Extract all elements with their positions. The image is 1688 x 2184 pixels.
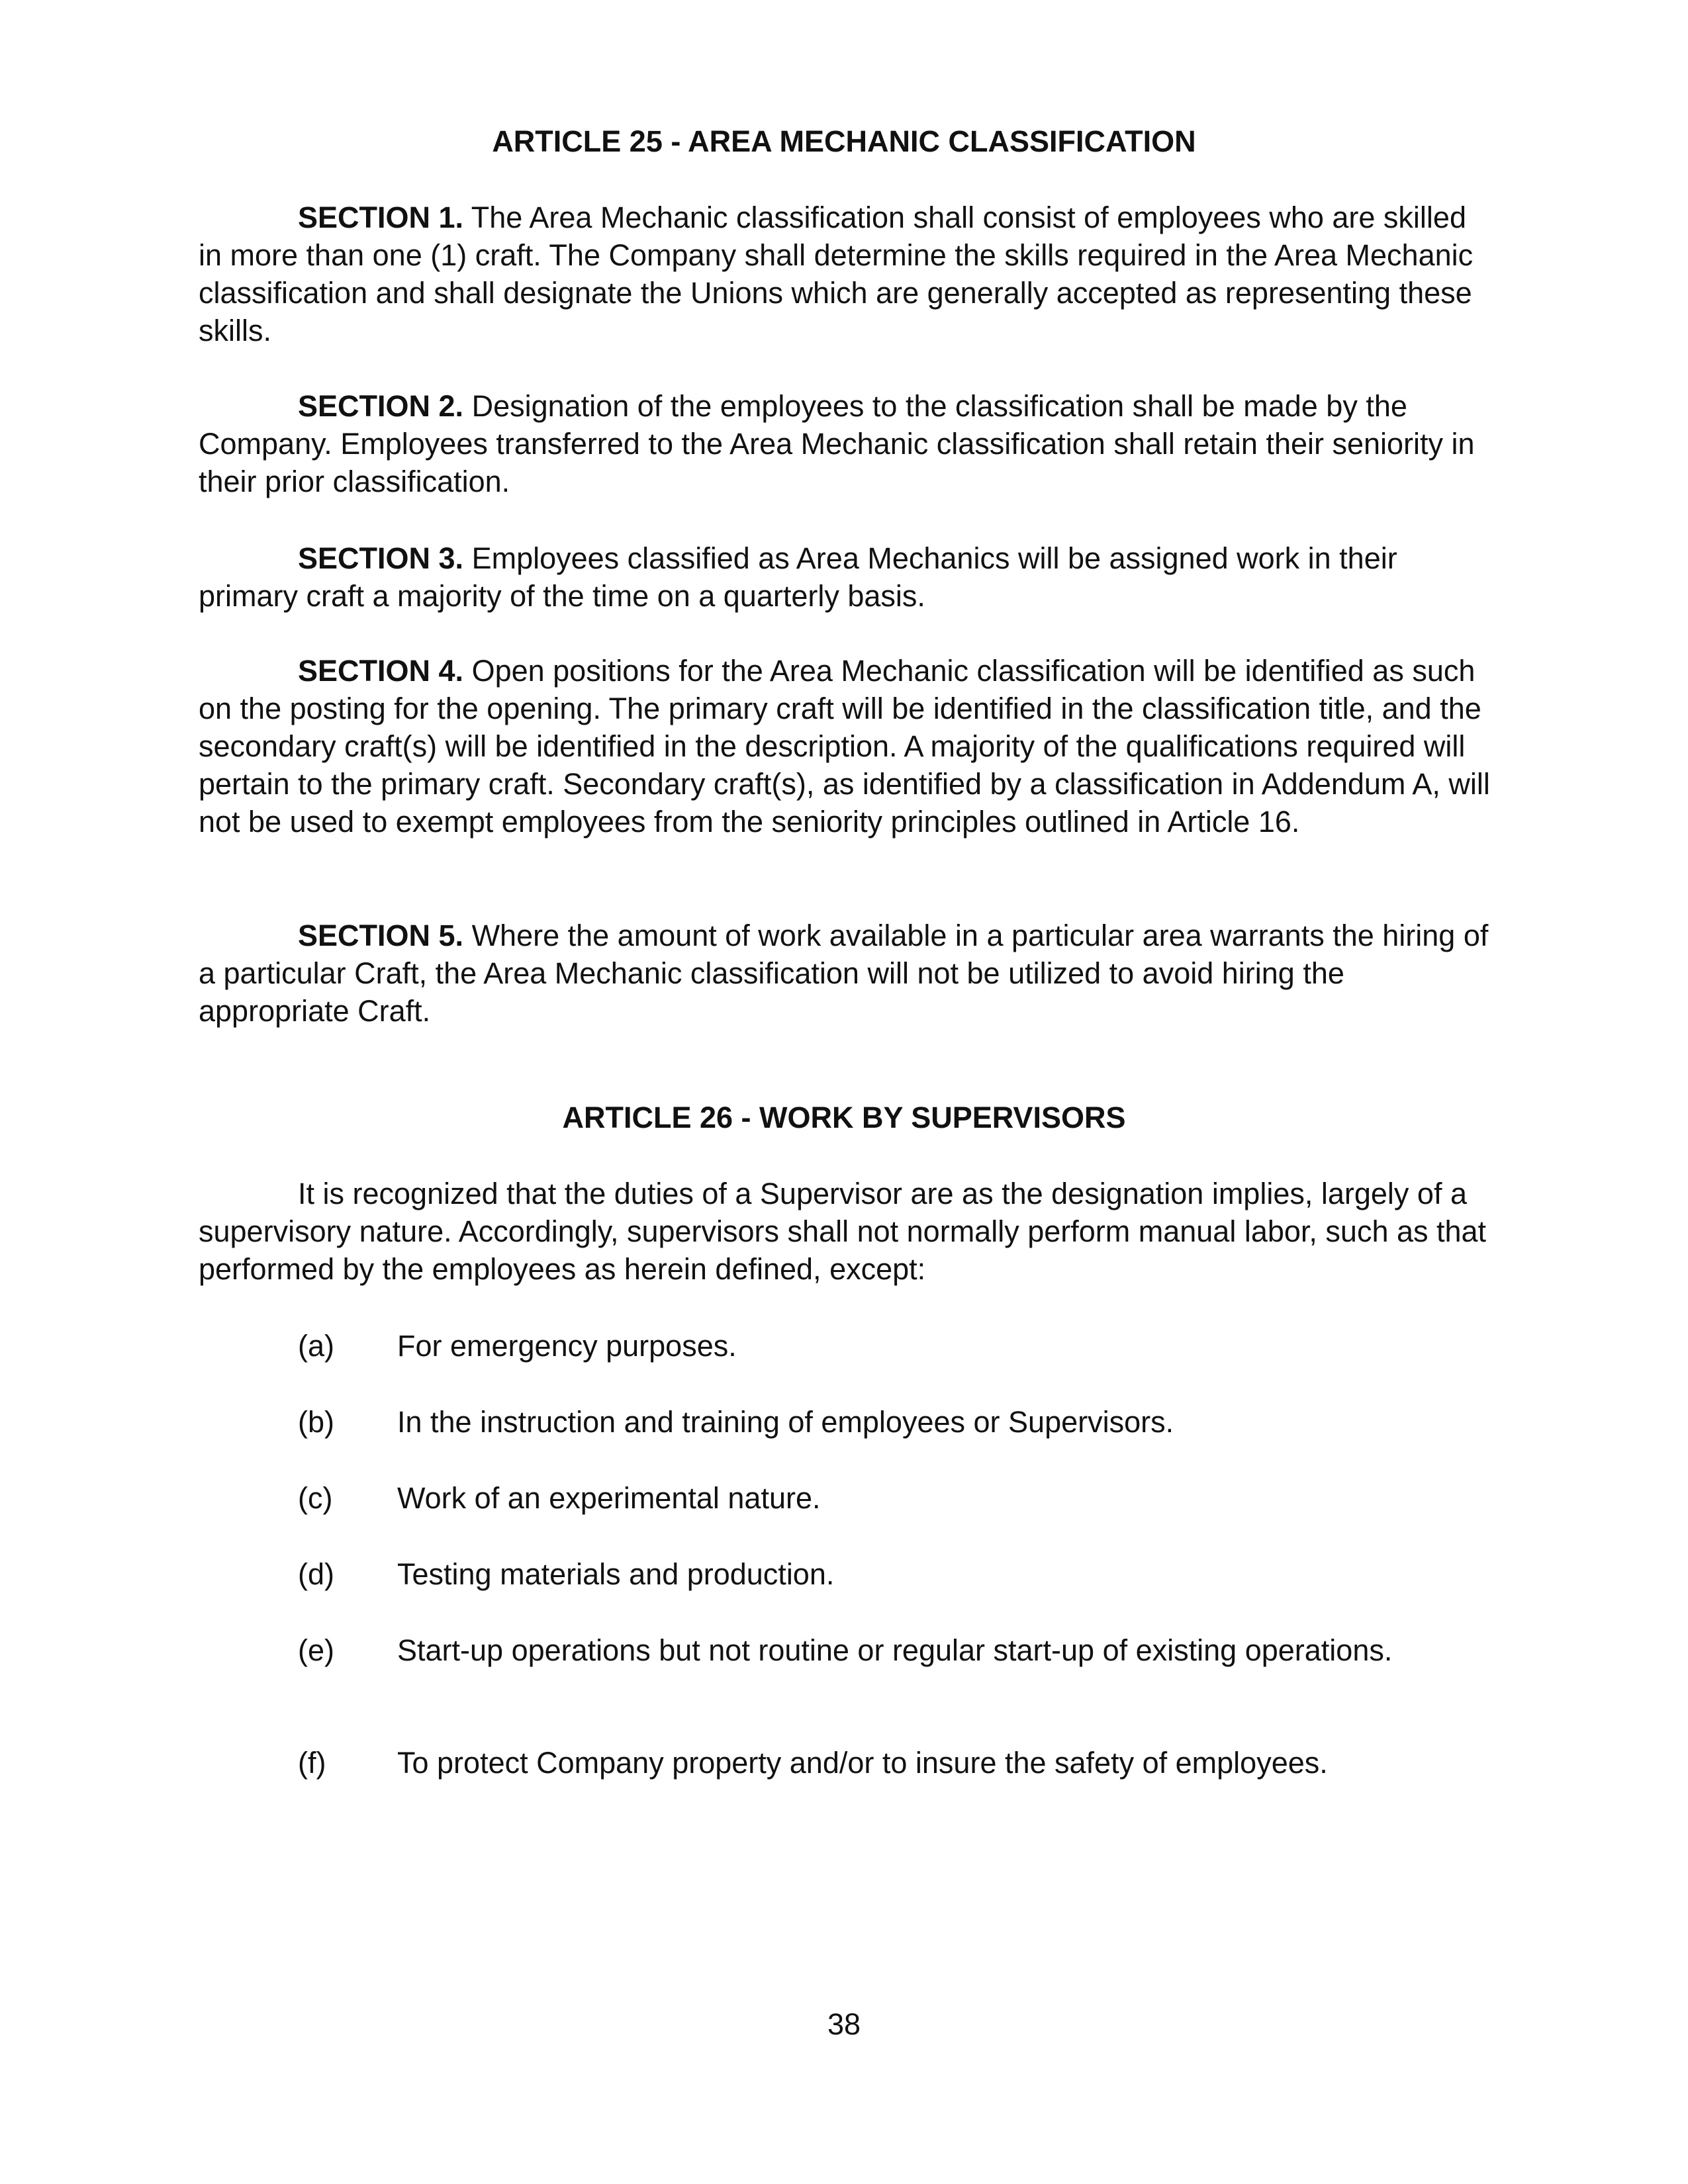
page-number: 38 bbox=[827, 2007, 861, 2041]
article-25-section-2 bbox=[199, 387, 1496, 500]
list-letter: (b) bbox=[298, 1405, 334, 1439]
list-text: To protect Company property and/or to insure the safety of employees. bbox=[397, 1746, 1328, 1780]
list-text: For emergency purposes. bbox=[397, 1329, 737, 1363]
section-label: SECTION 4. bbox=[298, 654, 464, 688]
list-text: Start-up operations but not routine or regular start-up of existing operations. bbox=[397, 1633, 1393, 1667]
list-letter: (c) bbox=[298, 1481, 333, 1515]
section-label: SECTION 1. bbox=[298, 201, 464, 234]
list-text: Testing materials and production. bbox=[397, 1557, 835, 1591]
list-letter: (e) bbox=[298, 1633, 334, 1667]
article-26-heading: ARTICLE 26 - WORK BY SUPERVISORS bbox=[562, 1101, 1126, 1134]
list-letter: (d) bbox=[298, 1557, 334, 1591]
list-letter: (f) bbox=[298, 1746, 326, 1780]
article-26-intro: It is recognized that the duties of a Supervisor are as the designation implies, largely of a supervisory nature. Accordingly, supervisors shall not normally perform manual labor, such as that performed by the employees as herein defined, except: bbox=[199, 1177, 1487, 1286]
section-text: Employees classified as Area Mechanics will be assigned work in their primary craft a majority of the time on a quarterly basis. bbox=[199, 541, 1397, 613]
section-text: Open positions for the Area Mechanic classification will be identified as such on the posting for the opening. The primary craft will be identified in the classification title, and the secondary craft(s) will be identified in the description. A majority of the qualifications required will pertain to the primary craft. Secondary craft(s), as identified by a classification in Addendum A, will not be used to exempt employees from the seniority principles outlined in Article 16. bbox=[199, 654, 1490, 839]
section-text: The Area Mechanic classification shall consist of employees who are skilled in more than one (1) craft. The Company shall determine the skills required in the Area Mechanic classification and shall designate the Unions which are generally accepted as representing these skills. bbox=[199, 201, 1474, 347]
section-label: SECTION 5. bbox=[298, 919, 464, 952]
article-25-heading: ARTICLE 25 - AREA MECHANIC CLASSIFICATION bbox=[492, 124, 1196, 158]
section-label: SECTION 3. bbox=[298, 541, 464, 575]
section-label: SECTION 2. bbox=[298, 389, 464, 423]
section-text: Designation of the employees to the classification shall be made by the Company. Employees transferred to the Area Mechanic classification shall retain their seniority in their prior classification. bbox=[199, 389, 1475, 498]
article-25-section-4 bbox=[199, 652, 1496, 841]
list-letter: (a) bbox=[298, 1329, 334, 1363]
article-25-section-3 bbox=[199, 539, 1496, 615]
article-25-section-1 bbox=[199, 199, 1496, 349]
section-text: Where the amount of work available in a particular area warrants the hiring of a particular Craft, the Area Mechanic classification will not be utilized to avoid hiring the appropriate Craft. bbox=[199, 919, 1489, 1028]
list-text: In the instruction and training of employees or Supervisors. bbox=[397, 1405, 1174, 1439]
article-25-section-5 bbox=[199, 917, 1496, 1030]
list-text: Work of an experimental nature. bbox=[397, 1481, 821, 1515]
